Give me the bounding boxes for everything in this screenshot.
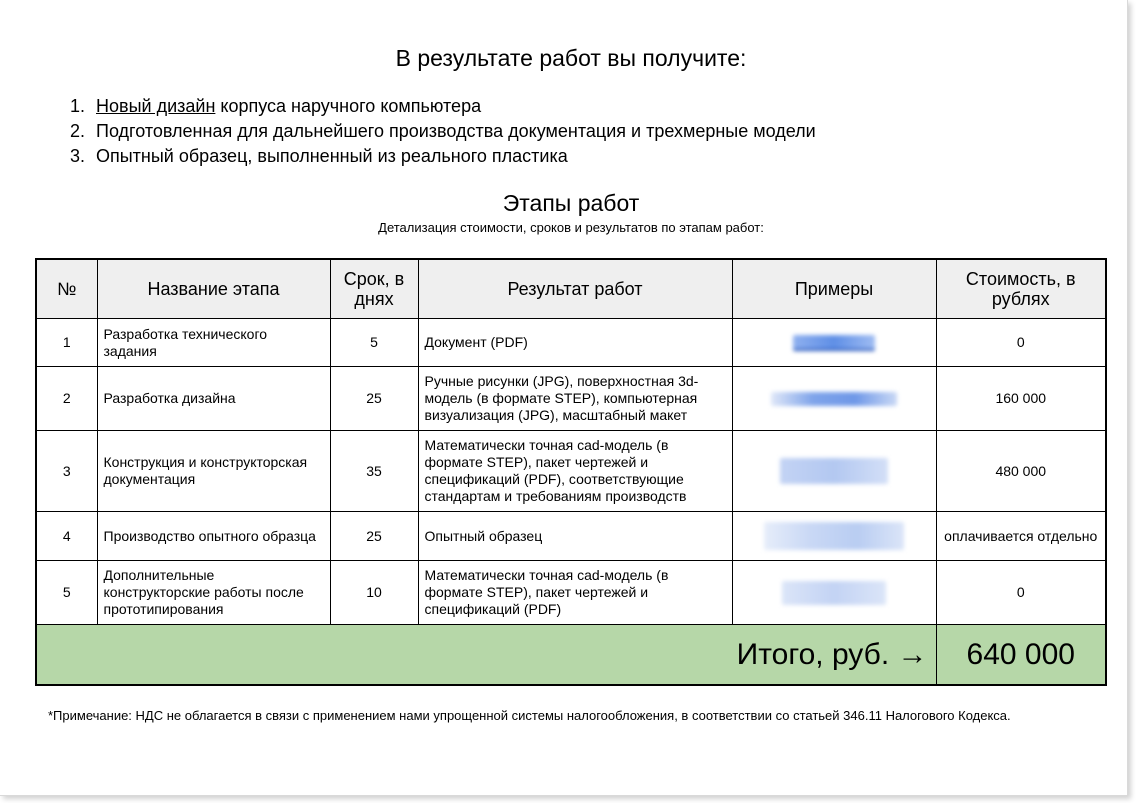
total-row xyxy=(36,625,1106,686)
cell-name: Конструкция и конструкторская документация xyxy=(97,431,330,512)
cell-cost: 0 xyxy=(936,319,1106,367)
cell-examples xyxy=(732,367,936,431)
stages-table xyxy=(35,258,1107,686)
cell-result: Математически точная cad-модель (в формате STEP), пакет чертежей и спецификаций (PDF), соответствующие стандартам и требованиям производств xyxy=(418,431,732,512)
list-item-text: Опытный образец, выполненный из реального пластика xyxy=(96,146,568,166)
redacted-example-link[interactable] xyxy=(764,522,904,550)
cell-name: Разработка технического задания xyxy=(97,319,330,367)
cell-name: Разработка дизайна xyxy=(97,367,330,431)
list-item xyxy=(70,119,816,144)
section-subtitle: Детализация стоимости, сроков и результатов по этапам работ: xyxy=(378,220,764,235)
section-title: Этапы работ xyxy=(502,190,640,216)
cell-result: Опытный образец xyxy=(418,512,732,561)
cell-num: 5 xyxy=(36,561,97,625)
cell-cost: оплачивается отдельно xyxy=(936,512,1106,561)
cell-cost: 0 xyxy=(936,561,1106,625)
table-row xyxy=(36,561,1106,625)
cell-examples xyxy=(732,512,936,561)
cell-num: 1 xyxy=(36,319,97,367)
list-number: 1. xyxy=(70,96,86,116)
cell-result: Математически точная cad-модель (в формате STEP), пакет чертежей и спецификаций (PDF) xyxy=(418,561,732,625)
table-row xyxy=(36,512,1106,561)
redacted-example-link[interactable] xyxy=(780,458,888,484)
column-header-days: Срок, в днях xyxy=(330,259,418,319)
total-label: Итого, руб. → xyxy=(36,625,936,686)
table-row xyxy=(36,367,1106,431)
cell-num: 4 xyxy=(36,512,97,561)
cell-days: 5 xyxy=(330,319,418,367)
cell-name: Производство опытного образца xyxy=(97,512,330,561)
cell-examples xyxy=(732,561,936,625)
list-item xyxy=(70,94,816,119)
cell-num: 3 xyxy=(36,431,97,512)
cell-days: 35 xyxy=(330,431,418,512)
footnote: *Примечание: НДС не облагается в связи с применением нами упрощенной системы налогообложения, в соответствии со статьей 346.11 Налогового Кодекса. xyxy=(48,708,1011,723)
page-title: В результате работ вы получите: xyxy=(395,45,747,71)
cell-cost: 160 000 xyxy=(936,367,1106,431)
cell-days: 25 xyxy=(330,367,418,431)
cell-examples xyxy=(732,431,936,512)
column-header-examples: Примеры xyxy=(732,259,936,319)
redacted-example-link[interactable] xyxy=(771,392,897,406)
cell-days: 10 xyxy=(330,561,418,625)
cell-examples xyxy=(732,319,936,367)
column-header-result: Результат работ xyxy=(418,259,732,319)
list-item xyxy=(70,144,816,169)
total-value: 640 000 xyxy=(936,625,1106,686)
cell-result: Документ (PDF) xyxy=(418,319,732,367)
list-number: 3. xyxy=(70,146,86,166)
table-row xyxy=(36,431,1106,512)
list-number: 2. xyxy=(70,121,86,141)
cell-cost: 480 000 xyxy=(936,431,1106,512)
column-header-num: № xyxy=(36,259,97,319)
cell-days: 25 xyxy=(330,512,418,561)
redacted-example-link[interactable] xyxy=(793,335,875,351)
deliverables-list xyxy=(70,94,816,169)
table-row xyxy=(36,319,1106,367)
deliverable-link[interactable]: Новый дизайн xyxy=(96,96,216,116)
column-header-name: Название этапа xyxy=(97,259,330,319)
column-header-cost: Стоимость, в рублях xyxy=(936,259,1106,319)
list-item-text: Подготовленная для дальнейшего производства документация и трехмерные модели xyxy=(96,121,816,141)
list-item-text: корпуса наручного компьютера xyxy=(215,96,482,116)
redacted-example-link[interactable] xyxy=(782,581,886,605)
table-header-row xyxy=(36,259,1106,319)
cell-num: 2 xyxy=(36,367,97,431)
cell-result: Ручные рисунки (JPG), поверхностная 3d-модель (в формате STEP), компьютерная визуализация (JPG), масштабный макет xyxy=(418,367,732,431)
cell-name: Дополнительные конструкторские работы после прототипирования xyxy=(97,561,330,625)
